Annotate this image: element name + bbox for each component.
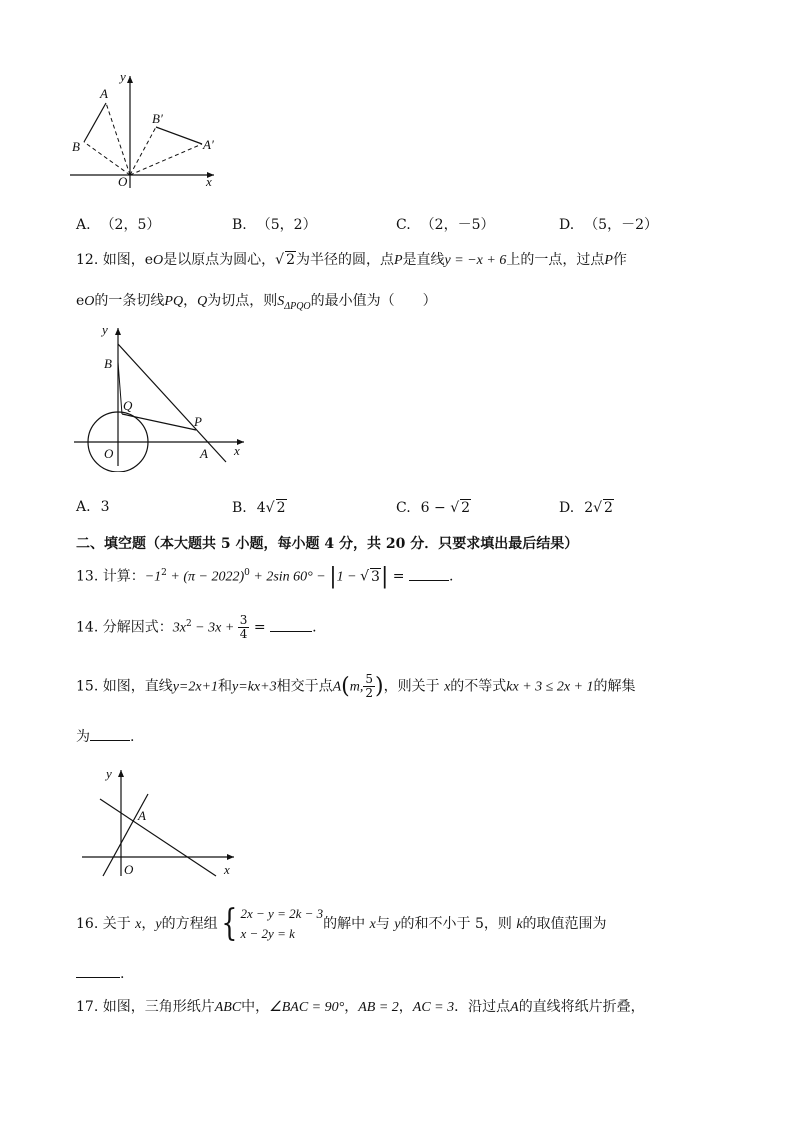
- option-text: 2: [584, 500, 594, 516]
- fraction: [363, 673, 375, 700]
- circle-symbol: e: [144, 252, 154, 268]
- answer-blank[interactable]: [409, 580, 449, 581]
- q15-text: 的不等式: [450, 678, 507, 695]
- label-y: y: [106, 766, 112, 781]
- expr: =: [249, 619, 271, 636]
- option-text: （5，－2）: [584, 217, 659, 233]
- label-y: y: [102, 322, 108, 337]
- dash-oap: [130, 144, 202, 175]
- brace: {: [221, 903, 238, 944]
- answer-blank[interactable]: [76, 977, 120, 978]
- q12-option-c: C. 6 − √ 2: [396, 500, 471, 516]
- q12-option-d: D. 2√ 2: [559, 500, 613, 516]
- q15-text: 的解集: [593, 678, 636, 695]
- label-ap: A′: [203, 137, 214, 152]
- q16-line2: [76, 966, 124, 982]
- option-letter: C.: [396, 500, 411, 516]
- q12-text: ，: [183, 293, 198, 309]
- q12-line1: [76, 249, 627, 269]
- line-ab: [118, 344, 226, 462]
- figure-q11: [64, 70, 224, 195]
- option-letter: B.: [232, 217, 247, 233]
- dash-oa: [106, 103, 130, 175]
- line1-eq: y=2x+1: [172, 679, 219, 695]
- q17-line: [76, 996, 645, 1016]
- q12-text: 的一条切线: [94, 293, 165, 309]
- denominator: 2: [365, 686, 374, 700]
- q14-line: [76, 614, 317, 641]
- line-ykx3: [100, 799, 216, 876]
- option-text: （5，2）: [256, 217, 317, 233]
- q16-line1: [76, 904, 607, 944]
- option-letter: A.: [76, 499, 91, 515]
- label-x: x: [234, 443, 240, 458]
- q16-end: .: [120, 966, 125, 982]
- segment-ab: [84, 103, 106, 142]
- q14-number: 14.: [76, 619, 99, 636]
- inequality: kx + 3 ≤ 2x + 1: [506, 679, 594, 695]
- q17-text: 的直线将纸片折叠，: [518, 999, 645, 1015]
- option-text: 3: [100, 499, 110, 515]
- label-a: A: [138, 808, 146, 823]
- label-o: O: [118, 174, 128, 189]
- q17-text: ．沿过点: [454, 999, 511, 1015]
- q16-text: 与: [375, 916, 395, 932]
- label-o: O: [104, 446, 114, 461]
- label-bp: B′: [152, 111, 163, 126]
- q12-number: 12.: [76, 252, 99, 268]
- q13-text: 计算：: [102, 568, 145, 585]
- q17-text: ，: [344, 999, 359, 1015]
- radicand: 2: [461, 500, 471, 516]
- q13-number: 13.: [76, 568, 99, 585]
- var-y: y: [394, 917, 401, 932]
- triangle-abc: ABC: [214, 1000, 242, 1015]
- point-p: P: [604, 253, 613, 268]
- expr: 3x: [172, 620, 186, 636]
- equation-system: [218, 904, 324, 944]
- option-text: （2，－5）: [420, 217, 495, 233]
- expr-sup: 2: [185, 618, 192, 629]
- label-y: y: [120, 70, 126, 84]
- option-letter: B.: [232, 500, 247, 516]
- q12-text: 是直线: [402, 252, 445, 268]
- q12-text: 的最小值为（ ）: [310, 293, 437, 309]
- radicand: 2: [276, 500, 286, 516]
- q12-text: 是以原点为圆心，: [163, 252, 276, 268]
- var-k: k: [516, 917, 523, 932]
- fraction: [238, 614, 250, 641]
- option-letter: D.: [559, 217, 575, 233]
- ab-length: AB = 2: [358, 1000, 399, 1015]
- q14-text: 分解因式：: [102, 619, 173, 636]
- expr: + (π − 2022): [166, 569, 245, 585]
- q11-option-b: [232, 214, 317, 234]
- label-x: x: [206, 174, 212, 189]
- q15-number: 15.: [76, 678, 99, 695]
- angle-bac: ∠BAC = 90°: [269, 1000, 345, 1015]
- option-text: 6 −: [420, 500, 451, 516]
- point-q: Q: [197, 294, 208, 309]
- q13-line: 13. 计算：$-1^2 + (\pi - 2022)^0 + 2\sin$ 60° − |1 − √ 3| = .: [76, 564, 454, 589]
- q16-text: ，: [141, 916, 156, 932]
- var-x: x: [135, 917, 142, 932]
- label-p: P: [194, 414, 202, 429]
- figure-q15: [78, 764, 248, 882]
- numerator: 3: [239, 613, 248, 627]
- option-text: （2，5）: [100, 217, 161, 233]
- y-axis-arrow: [118, 770, 124, 777]
- option-letter: A.: [76, 217, 91, 233]
- q17-number: 17.: [76, 999, 99, 1015]
- answer-blank[interactable]: [270, 631, 312, 632]
- label-a: A: [200, 446, 208, 461]
- q15-line2: [76, 726, 134, 746]
- x-axis-arrow: [227, 854, 234, 860]
- expr: + 2sin 60° −: [249, 569, 330, 585]
- line-equation: y = −x + 6: [444, 253, 507, 268]
- circle-symbol: e: [76, 293, 85, 309]
- paren: ): [375, 674, 384, 699]
- y-axis-arrow: [127, 76, 133, 83]
- q11-option-c: [396, 214, 495, 234]
- dash-obp: [130, 127, 156, 175]
- tangent-pq: PQ: [164, 294, 184, 309]
- q14-end: .: [312, 619, 317, 636]
- figure-q12: [68, 322, 258, 472]
- line2-eq: y=kx+3: [232, 679, 277, 695]
- expr-sup: 0: [244, 567, 250, 578]
- dash-ob: [84, 142, 130, 175]
- area-s: S: [277, 294, 285, 309]
- q15-end: .: [130, 729, 135, 745]
- q12-text: 如图，: [102, 252, 145, 268]
- option-letter: D.: [559, 500, 575, 516]
- numerator: 5: [365, 672, 374, 686]
- q16-text: 的方程组: [161, 916, 218, 932]
- label-o: O: [124, 862, 134, 877]
- q17-text: 中，: [241, 999, 270, 1015]
- q12-text: 作: [612, 252, 627, 268]
- q12-text: 为半径的圆，点: [295, 252, 394, 268]
- point-a: A: [510, 1000, 519, 1015]
- equation-1: 2x − y = 2k − 3: [240, 906, 324, 921]
- option-letter: C.: [396, 217, 411, 233]
- var-x: x: [369, 917, 376, 932]
- segment-bpap: [156, 127, 202, 144]
- label-b: B: [104, 356, 112, 371]
- q15-text: 为: [76, 729, 90, 745]
- q12-option-b: B. 4√ 2: [232, 500, 286, 516]
- q15-line1: [76, 673, 636, 700]
- expr: − 3x +: [191, 620, 238, 636]
- point-a: A: [332, 679, 342, 695]
- q13-end: .: [449, 568, 454, 585]
- var-x: x: [444, 679, 451, 695]
- denominator: 4: [239, 627, 248, 641]
- q12-line2: [76, 290, 437, 312]
- q16-text: 的和不小于 5，则: [400, 916, 517, 932]
- q16-text: 的解中: [323, 916, 370, 932]
- q11-option-a: [76, 214, 160, 234]
- q17-text: ，: [398, 999, 413, 1015]
- circle-o: O: [84, 294, 95, 309]
- label-a: A: [100, 86, 108, 101]
- q16-number: 16.: [76, 916, 99, 932]
- section-heading: 二、填空题（本大题共 5 小题，每小题 4 分，共 20 分．只要求填出最后结果）: [76, 536, 579, 552]
- label-b: B: [72, 139, 80, 154]
- point-p: P: [393, 253, 403, 268]
- q15-text: 和: [218, 678, 233, 695]
- abs-bar: |: [329, 564, 337, 589]
- area-subscript: ΔPQO: [284, 300, 311, 312]
- label-q: Q: [123, 398, 133, 413]
- circle-o: O: [153, 253, 164, 268]
- answer-blank[interactable]: [90, 740, 130, 741]
- coord-m: m,: [349, 679, 364, 695]
- q12-option-a: [76, 499, 109, 515]
- expr-sup: 2: [161, 567, 167, 578]
- var-y: y: [155, 917, 162, 932]
- q17-text: 如图，三角形纸片: [102, 999, 215, 1015]
- q12-text: 上的一点，过点: [506, 252, 605, 268]
- equation-2: x − 2y = k: [240, 926, 295, 941]
- label-x: x: [224, 862, 230, 877]
- y-axis-arrow: [115, 328, 121, 335]
- ac-length: AC = 3: [412, 1000, 455, 1015]
- option-text: 4: [256, 500, 266, 516]
- radicand: 2: [286, 252, 295, 268]
- q16-text: 的取值范围为: [522, 916, 607, 932]
- expr: =: [388, 568, 409, 585]
- paren: (: [341, 674, 350, 699]
- q15-text: ，则关于: [383, 678, 445, 695]
- q15-text: 相交于点: [276, 678, 333, 695]
- q15-text: 如图，直线: [102, 678, 173, 695]
- q16-text: 关于: [102, 916, 136, 932]
- expr: 1 −: [336, 569, 361, 585]
- radicand: 2: [604, 500, 613, 516]
- radicand: 3: [371, 568, 380, 585]
- sqrt-sign: √: [275, 252, 285, 268]
- q11-option-d: [559, 214, 658, 234]
- abs-bar: |: [380, 564, 389, 589]
- expr: −1: [144, 569, 162, 585]
- q12-text: 为切点，则: [207, 293, 278, 309]
